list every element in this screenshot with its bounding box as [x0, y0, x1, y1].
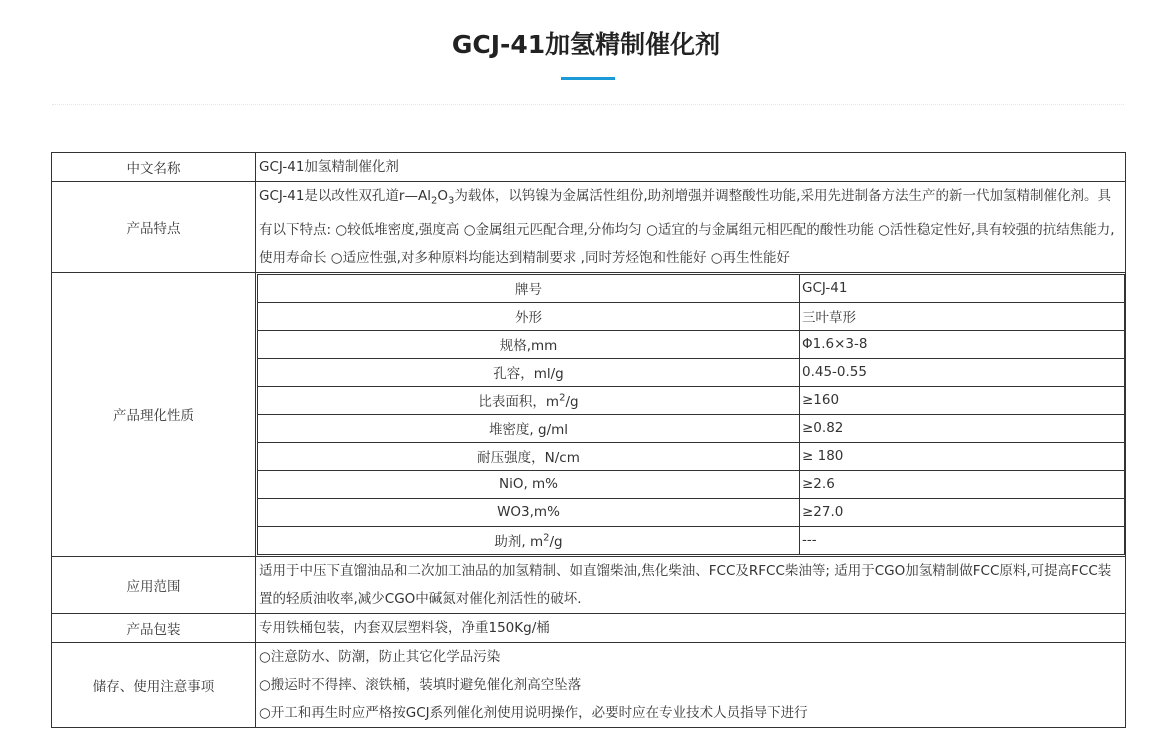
row-value: GCJ-41加氢精制催化剂 [256, 153, 1126, 182]
row-packaging [52, 613, 1126, 642]
property-name: 耐压强度，N/cm [258, 442, 800, 470]
property-value: ≥ 180 [800, 442, 1125, 470]
section-divider [52, 104, 1124, 105]
subscript: 3 [448, 195, 455, 207]
property-row [258, 302, 1125, 330]
features-text [256, 182, 1126, 273]
property-row [258, 414, 1125, 442]
row-storage [52, 642, 1126, 727]
page-title: GCJ-41加氢精制催化剂 [451, 30, 721, 59]
property-name: 外形 [258, 302, 800, 330]
title-underline [561, 77, 615, 80]
property-value: GCJ-41 [800, 274, 1125, 302]
row-features [52, 182, 1126, 273]
property-value: 0.45-0.55 [800, 358, 1125, 386]
superscript: 2 [543, 532, 550, 544]
row-label: 产品特点 [52, 182, 256, 273]
property-name-pre: 助剂, m [494, 534, 544, 551]
row-name [52, 153, 1126, 182]
property-name-pre: 比表面积，m [478, 394, 560, 411]
property-name-post: /g [565, 394, 579, 411]
row-label: 产品包装 [52, 613, 256, 642]
property-row [258, 442, 1125, 470]
storage-line: ○开工和再生时应严格按GCJ系列催化剂使用说明操作，必要时应在专业技术人员指导下进行 [259, 704, 808, 721]
row-value: 适用于中压下直馏油品和二次加工油品的加氢精制、如直馏柴油,焦化柴油、FCC及RFCC柴油等; 适用于CGO加氢精制做FCC原料,可提高FCC装置的轻质油收率,减少CGO中碱氮对催化剂活性的破坏. [256, 556, 1126, 613]
properties-cell [256, 272, 1126, 556]
property-value: ≥2.6 [800, 470, 1125, 498]
row-application [52, 556, 1126, 613]
row-properties [52, 272, 1126, 556]
property-row [258, 330, 1125, 358]
property-name: NiO, m% [258, 470, 800, 498]
row-label: 应用范围 [52, 556, 256, 613]
property-value: ≥0.82 [800, 414, 1125, 442]
superscript: 2 [559, 392, 566, 404]
property-name: 规格,mm [258, 330, 800, 358]
property-name [258, 526, 800, 554]
property-name [258, 386, 800, 414]
properties-table [257, 274, 1125, 555]
property-value: ≥160 [800, 386, 1125, 414]
property-name: 孔容，ml/g [258, 358, 800, 386]
property-row [258, 386, 1125, 414]
property-row [258, 358, 1125, 386]
row-label: 储存、使用注意事项 [52, 642, 256, 727]
property-name: WO3,m% [258, 498, 800, 526]
property-row [258, 274, 1125, 302]
storage-line: ○注意防水、防潮，防止其它化学品污染 [259, 648, 501, 665]
features-text-post: 为载体，以钨镍为金属活性组份,助剂增强并调整酸性功能,采用先进制备方法生产的新一代加氢精制催化剂。具有以下特点: ○较低堆密度,强度高 ○金属组元匹配合理,分佈均匀 ○适宜的与金属组元相匹配的酸性功能 ○活性稳定性好,具有较强的抗结焦能力,使用寿命长 ○适应性强,对多种原料均能达到精制要求 ,同时芳烃饱和性能好 ○再生性能好 [259, 188, 1115, 266]
property-row [258, 470, 1125, 498]
property-name: 堆密度, g/ml [258, 414, 800, 442]
property-value: --- [800, 526, 1125, 554]
property-name-post: /g [549, 534, 563, 551]
features-text-mid: O [437, 188, 448, 204]
storage-line: ○搬运时不得摔、滚铁桶，装填时避免催化剂高空坠落 [259, 676, 582, 693]
property-value: 三叶草形 [800, 302, 1125, 330]
property-value: ≥27.0 [800, 498, 1125, 526]
row-label: 中文名称 [52, 153, 256, 182]
row-value: 专用铁桶包装，内套双层塑料袋，净重150Kg/桶 [256, 613, 1126, 642]
row-value [256, 642, 1126, 727]
property-row [258, 526, 1125, 554]
spec-table [51, 152, 1126, 728]
features-text-pre: GCJ-41是以改性双孔道r—Al [259, 188, 431, 204]
subscript: 2 [430, 195, 438, 207]
row-label: 产品理化性质 [52, 272, 256, 556]
property-value: Φ1.6×3-8 [800, 330, 1125, 358]
property-row [258, 498, 1125, 526]
property-name: 牌号 [258, 274, 800, 302]
